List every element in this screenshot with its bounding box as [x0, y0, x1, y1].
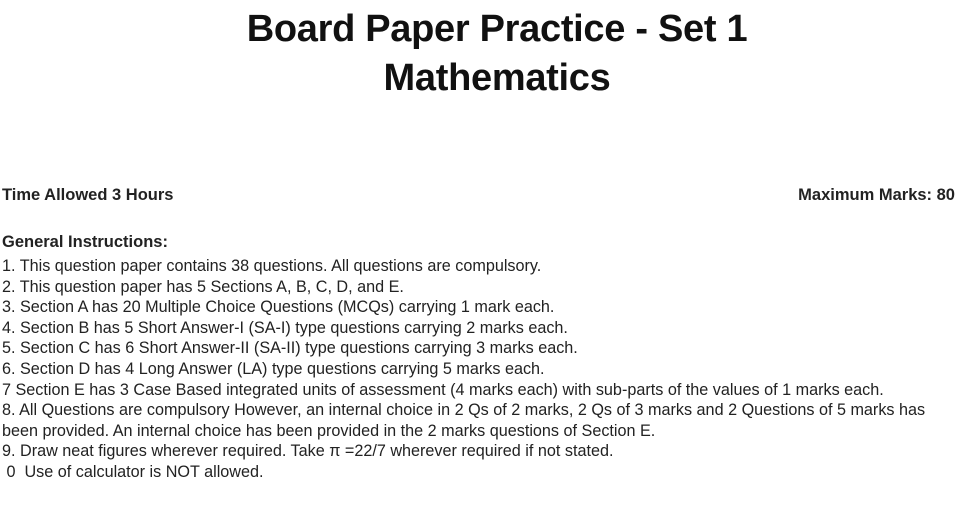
instruction-item: 2. This question paper has 5 Sections A, B, C, D, and E. [2, 277, 404, 296]
instruction-item: 5. Section C has 6 Short Answer-II (SA-II) type questions carrying 3 marks each. [2, 339, 578, 358]
instruction-item: 3. Section A has 20 Multiple Choice Questions (MCQs) carrying 1 mark each. [2, 298, 555, 317]
instruction-item: 7 Section E has 3 Case Based integrated units of assessment (4 marks each) with sub-parts of the values of 1 marks each. [2, 380, 884, 399]
paper-title: Board Paper Practice - Set 1 [246, 8, 748, 50]
instruction-item: 6. Section D has 4 Long Answer (LA) type questions carrying 5 marks each. [2, 359, 545, 378]
instructions-list [2, 256, 963, 483]
instruction-item: 4. Section B has 5 Short Answer-I (SA-I) type questions carrying 2 marks each. [2, 318, 568, 337]
instruction-item: 8. All Questions are compulsory However, an internal choice in 2 Qs of 2 marks, 2 Qs of 3 marks and 2 Questions of 5 marks has been provided. An internal choice has been provided in the 2 marks questions of Section E. [2, 401, 926, 440]
instruction-item: 9. Draw neat figures wherever required. Take π =22/7 wherever required if not stated. [2, 442, 614, 461]
subject-title: Mathematics [383, 57, 611, 99]
instruction-item: 1. This question paper contains 38 questions. All questions are compulsory. [2, 257, 542, 275]
instruction-item: 0 Use of calculator is NOT allowed. [2, 462, 264, 481]
time-allowed: Time Allowed 3 Hours [2, 186, 174, 204]
maximum-marks: Maximum Marks: 80 [798, 186, 955, 204]
instructions-heading: General Instructions: [2, 233, 168, 251]
